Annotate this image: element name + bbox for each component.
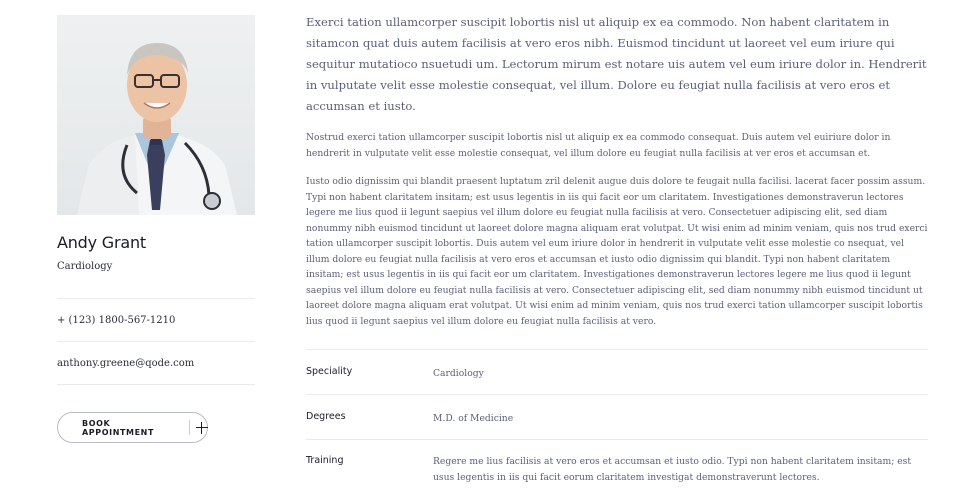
- details-value: Cardiology: [433, 368, 484, 379]
- phone-number[interactable]: + (123) 1800-567-1210: [57, 315, 176, 326]
- details-label: Speciality: [306, 366, 353, 377]
- profile-sidebar: [57, 15, 255, 443]
- book-appointment-button[interactable]: [57, 412, 208, 443]
- details-value: Regere me lius facilisis at vero eros et accumsan et iusto odio. Typi non habent claritatem insitam; est usus legentis in iis qui facit eorum claritatem investigat demonstraverunt lectores.: [433, 456, 912, 483]
- book-appointment-label: BOOK APPOINTMENT: [82, 418, 155, 437]
- details-row-degrees: [306, 394, 928, 439]
- details-table: [306, 349, 928, 494]
- details-value: M.D. of Medicine: [433, 413, 514, 424]
- details-row-training: [306, 439, 928, 494]
- button-divider: [189, 420, 190, 435]
- profile-content: [306, 12, 928, 494]
- details-row-speciality: [306, 349, 928, 394]
- body-paragraph: Iusto odio dignissim qui blandit praesent luptatum zril delenit augue duis dolore te feugait nulla facilisi. lacerat facer possim assum. Typi non habent claritatem insitam; est usus legentis in iis qui facit eor um claritatem. Investigationes demonstraverun lectores legere me lius quod ii legunt saepius vel illum dolore eu feugiat nulla facilisis at vero. Consectetuer adipiscing elit, sed diam nonummy nibh euismod tincidunt ut laoreet dolore magna aliquam erat volutpat. Ut wisi enim ad minim veniam, quis nos trud exerci tation ullamcorper suscipit lobortis. Duis autem vel eum iriure dolor in hendrerit in vulputate velit esse molestie co nsequat, vel illum dolore eu feugiat nulla facilisis at vero eros et accumsan et iusto odio dignissim qui blandit. Typi non habent claritatem insitam; est usus legentis in iis qui facit eor um claritatem. Investigationes demonstraverun lectores legere me lius quod ii legunt saepius vel illum dolore eu feugiat nulla facilisis at vero. Consectetuer adipiscing elit, sed diam nonummy nibh euismod tincidunt ut laoreet dolore magna aliquam erat volutpat. Ut wisi enim ad minim veniam, quis nos trud exerci tation ullamcorper suscipit lobortis lius quod ii legunt saepius vel illum dolore eu feugiat nulla facilisis at vero.: [306, 176, 928, 327]
- details-label: Degrees: [306, 411, 346, 422]
- doctor-portrait: [57, 15, 255, 215]
- lead-paragraph: Exerci tation ullamcorper suscipit lobortis nisl ut aliquip ex ea commodo. Non habent claritatem in sitamcon quat duis autem facilisis at vero eros nibh. Euismod tincidunt ut laoreet vel eum iriure qui sequitur mutatioco nsuetudi um. Lectorum mirum est notare uis autem vel eum iriure dolor in. Hendrerit in vulputate velit esse molestie consequat, vel illum. Dolore eu feugiat nulla facilisis at vero eros et accumsan et iusto.: [306, 15, 927, 113]
- body-paragraph: Nostrud exerci tation ullamcorper suscipit lobortis nisl ut aliquip ex ea commodo consequat. Duis autem vel euiriure dolor in hendrerit in vulputate velit esse molestie consequat, vel illum dolore eu feugiat nulla facilisis at ver eros et accumsan et.: [306, 132, 891, 159]
- doctor-department: Cardiology: [57, 261, 113, 272]
- doctor-name: Andy Grant: [57, 233, 146, 252]
- plus-icon: [196, 422, 207, 434]
- divider: [57, 384, 255, 385]
- details-label: Training: [306, 455, 344, 466]
- email-link[interactable]: anthony.greene@qode.com: [57, 358, 195, 369]
